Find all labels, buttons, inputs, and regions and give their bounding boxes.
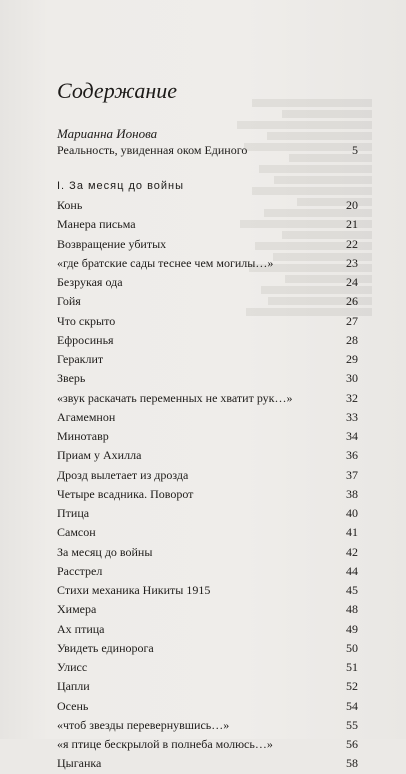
entry-title: Минотавр	[57, 429, 109, 443]
entry-page: 38	[346, 486, 358, 501]
toc-entry[interactable]	[57, 389, 358, 408]
entry-title: Птица	[57, 506, 90, 520]
entry-page: 56	[346, 737, 358, 751]
entry-title: Ефросинья	[57, 332, 114, 347]
entry-page: 5	[352, 143, 358, 157]
entry-title: За месяц до войны	[57, 544, 153, 559]
toc-entry[interactable]	[57, 254, 358, 273]
toc-entry[interactable]	[57, 350, 358, 369]
toc-entry[interactable]	[57, 196, 358, 215]
entry-page: 21	[346, 217, 358, 232]
entry-title: Самсон	[57, 525, 96, 540]
entry-title: Агамемнон	[57, 409, 116, 424]
toc-entry[interactable]	[57, 466, 358, 485]
toc-entry[interactable]	[57, 312, 358, 331]
toc-entry[interactable]	[57, 215, 358, 234]
toc-entry[interactable]	[57, 620, 358, 639]
toc-entry[interactable]	[57, 735, 358, 754]
entry-title: Безрукая ода	[57, 275, 123, 289]
entry-page: 58	[346, 756, 358, 771]
entry-page: 34	[346, 429, 358, 443]
entry-title: Цыганка	[57, 756, 102, 771]
toc-entry[interactable]	[57, 331, 358, 350]
toc-entry[interactable]	[57, 292, 358, 311]
entry-page: 50	[346, 640, 358, 655]
entry-page: 26	[346, 294, 358, 309]
toc-entry[interactable]	[57, 581, 358, 600]
entry-page: 42	[346, 544, 358, 559]
entry-page: 44	[346, 563, 358, 578]
entry-title: «где братские сады теснее чем могилы…»	[57, 255, 274, 270]
toc-entry[interactable]	[57, 235, 358, 254]
entry-page: 22	[346, 236, 358, 251]
entry-title: «я птице бескрылой в полнеба молюсь…»	[57, 737, 273, 751]
entry-page: 48	[346, 602, 358, 617]
entry-title: «чтоб звезды перевернувшись…»	[57, 717, 230, 732]
toc-entry[interactable]	[57, 543, 358, 562]
entry-page: 49	[346, 621, 358, 636]
toc-entry-intro[interactable]	[57, 142, 358, 158]
toc-entry[interactable]	[57, 677, 358, 696]
entry-page: 30	[346, 371, 358, 386]
entry-page: 33	[346, 409, 358, 424]
entry-page: 54	[346, 698, 358, 713]
entry-page: 32	[346, 390, 358, 405]
entry-page: 29	[346, 352, 358, 366]
section-heading: I. За месяц до войны	[57, 180, 185, 192]
entry-page: 52	[346, 679, 358, 694]
entry-page: 36	[346, 448, 358, 463]
entry-title: Увидеть единорога	[57, 640, 154, 655]
entry-title: Стихи механика Никиты 1915	[57, 583, 211, 597]
entry-title: Приам у Ахилла	[57, 448, 142, 463]
entry-title: Четыре всадника. Поворот	[57, 486, 194, 501]
entry-title: Манера письма	[57, 217, 136, 232]
entry-page: 41	[346, 525, 358, 540]
entry-title: Гераклит	[57, 352, 104, 366]
entry-title: Гойя	[57, 294, 81, 309]
entry-title: Цапли	[57, 679, 90, 694]
entry-title: Зверь	[57, 371, 86, 386]
toc-entry[interactable]	[57, 485, 358, 504]
toc-entry[interactable]	[57, 658, 358, 677]
entry-title: «звук раскачать переменных не хватит рук…»	[57, 390, 293, 405]
toc-title: Содержание	[57, 78, 178, 103]
toc-entry[interactable]	[57, 697, 358, 716]
entry-page: 45	[346, 583, 358, 597]
entry-title: Расстрел	[57, 563, 103, 578]
toc-entry[interactable]	[57, 408, 358, 427]
entry-title: Дрозд вылетает из дрозда	[57, 467, 189, 482]
entry-title: Реальность, увиденная оком Единого	[57, 143, 248, 157]
entry-title: Что скрыто	[57, 313, 116, 328]
entry-page: 28	[346, 332, 358, 347]
toc-entry[interactable]	[57, 562, 358, 581]
entry-page: 51	[346, 660, 358, 674]
intro-author: Марианна Ионова	[57, 126, 158, 141]
entry-page: 27	[346, 313, 358, 328]
entry-page: 24	[346, 275, 358, 289]
entry-page: 23	[346, 255, 358, 270]
toc-entry[interactable]	[57, 523, 358, 542]
entry-page: 20	[346, 198, 358, 212]
toc-entry[interactable]	[57, 600, 358, 619]
entry-title: Улисс	[57, 660, 88, 674]
entry-title: Ах птица	[57, 621, 105, 636]
toc-entry[interactable]	[57, 427, 358, 446]
toc-entry[interactable]	[57, 639, 358, 658]
toc-entry[interactable]	[57, 716, 358, 735]
entry-title: Конь	[57, 198, 83, 212]
table-of-contents	[57, 78, 358, 774]
entry-title: Возвращение убитых	[57, 236, 167, 251]
entry-page: 40	[346, 506, 358, 520]
entry-page: 37	[346, 467, 358, 482]
toc-entry[interactable]	[57, 446, 358, 465]
toc-entry-list	[57, 196, 358, 774]
entry-title: Химера	[57, 602, 97, 617]
entry-page: 55	[346, 717, 358, 732]
toc-entry[interactable]	[57, 504, 358, 523]
entry-title: Осень	[57, 698, 89, 713]
toc-entry[interactable]	[57, 273, 358, 292]
toc-entry[interactable]	[57, 754, 358, 773]
toc-entry[interactable]	[57, 369, 358, 388]
